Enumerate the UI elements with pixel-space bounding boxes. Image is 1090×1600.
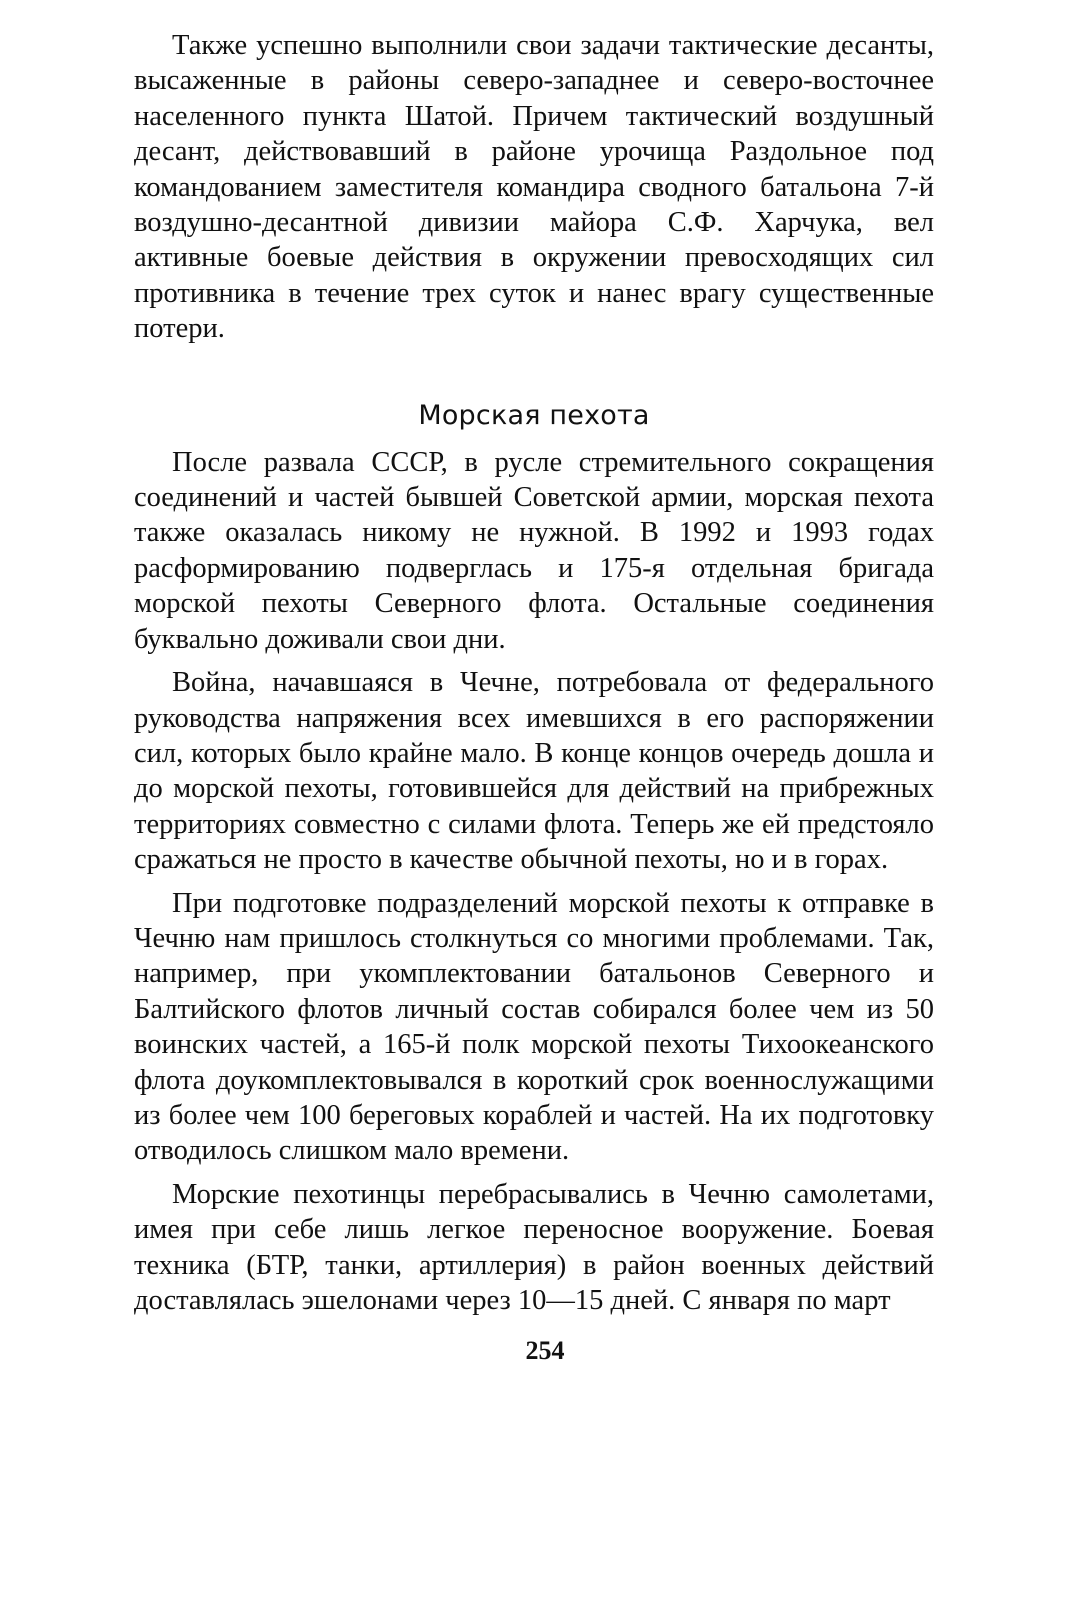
section-heading: Морская пехота	[418, 399, 650, 431]
paragraph-landing-operations: Также успешно выполнили свои задачи тактические десанты, высаженные в районы северо-западнее и северо-восточнее населенного пункта Шатой. Причем тактический воздушный десант, действовавший в районе урочища Раздольное под командованием заместителя командира сводного батальона 7-й воздушно-десантной дивизии майора С.Ф. Харчука, вел активные боевые действия в окружении превосходящих сил противника в течение трех суток и нанес врагу существенные потери.	[134, 30, 934, 345]
page-body	[134, 28, 934, 1318]
paragraph-training-problems: При подготовке подразделений морской пехоты к отправке в Чечню нам пришлось столкнуться со многими проблемами. Так, например, при укомплектовании батальонов Северного и Балтийского флотов личный состав собирался более чем из 50 воинских частей, а 165-й полк морской пехоты Тихоокеанского флота доукомплектовывался в короткий срок военнослужащими из более чем 100 береговых кораблей и частей. На их подготовку отводилось слишком мало времени.	[134, 887, 934, 1167]
paragraph-transfer: Морские пехотинцы перебрасывались в Чечню самолетами, имея при себе лишь легкое переносное вооружение. Боевая техника (БТР, танки, артиллерия) в район военных действий доставлялась эшелонами через 10—15 дней. С января по март	[134, 1178, 934, 1316]
paragraph-chechnya-war: Война, начавшаяся в Чечне, потребовала от федерального руководства напряжения всех имевшихся в его распоряжении сил, которых было крайне мало. В конце концов очередь дошла и до морской пехоты, готовившейся для действий на прибрежных территориях совместно с силами флота. Теперь же ей предстояло сражаться не просто в качестве обычной пехоты, но и в горах.	[134, 667, 934, 876]
page-number: 254	[525, 1336, 565, 1365]
paragraph-ussr-collapse: После развала СССР, в русле стремительного сокращения соединений и частей бывшей Советской армии, морская пехота также оказалась никому не нужной. В 1992 и 1993 годах расформированию подверглась и 175-я отдельная бригада морской пехоты Северного флота. Остальные соединения буквально доживали свои дни.	[134, 446, 934, 655]
